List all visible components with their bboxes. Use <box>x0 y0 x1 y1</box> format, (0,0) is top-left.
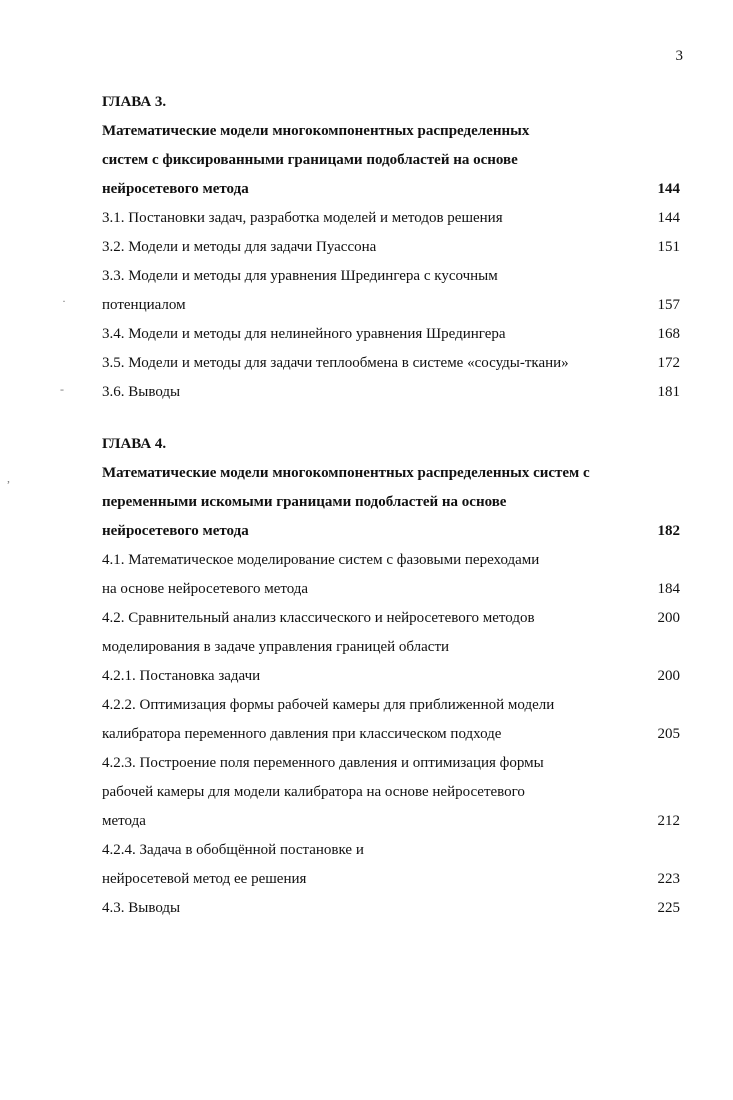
toc-entry-title: 4.1. Математическое моделирование систем с фазовыми переходами <box>102 552 540 568</box>
scan-speck: - <box>60 382 64 396</box>
toc-entry <box>102 836 680 865</box>
toc-entry-page: 182 <box>657 523 680 539</box>
toc-entry-title: 3.2. Модели и методы для задачи Пуассона <box>102 239 377 255</box>
toc-entry <box>102 865 680 894</box>
toc-entry-title: 4.2.3. Построение поля переменного давления и оптимизация формы <box>102 755 544 771</box>
toc-entry-title: нейросетевого метода <box>102 523 249 539</box>
toc-entry-page: 212 <box>657 813 680 829</box>
toc-entry-title: нейросетевого метода <box>102 181 249 197</box>
toc-entry <box>102 117 680 146</box>
toc-entry <box>102 459 680 488</box>
toc-entry-title: 3.4. Модели и методы для нелинейного уравнения Шредингера <box>102 326 506 342</box>
toc-entry-page: 181 <box>657 384 680 400</box>
toc-entry-page: 144 <box>657 181 680 197</box>
toc-entry-title: на основе нейросетевого метода <box>102 581 309 597</box>
toc-entry-page: 200 <box>657 668 680 684</box>
chapter-4-toc <box>102 430 680 923</box>
toc-entry-page: 157 <box>657 297 680 313</box>
toc-entry-title: моделирования в задаче управления границей области <box>102 639 450 655</box>
toc-entry <box>102 349 680 378</box>
toc-entry <box>102 378 680 407</box>
chapter-3-toc <box>102 88 680 407</box>
toc-entry-title: метода <box>102 813 146 829</box>
toc-entry-page: 223 <box>657 871 680 887</box>
toc-entry-page: 168 <box>657 326 680 342</box>
toc-entry-title: нейросетевой метод ее решения <box>102 871 307 887</box>
toc-entry <box>102 633 680 662</box>
toc-entry <box>102 807 680 836</box>
toc-entry-title: Математические модели многокомпонентных распределенных систем с <box>102 465 590 481</box>
toc-entry-page: 225 <box>657 900 680 916</box>
toc-entry <box>102 146 680 175</box>
toc-entry-title: систем с фиксированными границами подобластей на основе <box>102 152 518 168</box>
toc-entry <box>102 894 680 923</box>
toc-entry <box>102 175 680 204</box>
toc-lines <box>102 459 680 923</box>
toc-entry-page: 151 <box>657 239 680 255</box>
toc-entry-title: рабочей камеры для модели калибратора на основе нейросетевого <box>102 784 525 800</box>
toc-entry-title: 3.5. Модели и методы для задачи теплообмена в системе «сосуды-ткани» <box>102 355 569 371</box>
toc-entry <box>102 546 680 575</box>
toc-entry <box>102 488 680 517</box>
toc-entry-page: 144 <box>657 210 680 226</box>
toc-entry-title: калибратора переменного давления при классическом подходе <box>102 726 502 742</box>
toc-entry-page: 184 <box>657 581 680 597</box>
toc-entry-title: 4.3. Выводы <box>102 900 181 916</box>
toc-entry-page: 172 <box>657 355 680 371</box>
toc-entry-page: 200 <box>657 610 680 626</box>
toc-entry-title: Математические модели многокомпонентных распределенных <box>102 123 530 139</box>
toc-entry <box>102 320 680 349</box>
page-number: 3 <box>675 48 683 64</box>
chapter-heading: ГЛАВА 3. <box>102 94 167 110</box>
toc-entry-title: 3.1. Постановки задач, разработка моделей и методов решения <box>102 210 503 226</box>
toc-entry-title: 3.3. Модели и методы для уравнения Шредингера с кусочным <box>102 268 498 284</box>
toc-entry-title: переменными искомыми границами подобластей на основе <box>102 494 507 510</box>
chapter-heading: ГЛАВА 4. <box>102 436 167 452</box>
toc-entry-title: 4.2.4. Задача в обобщённой постановке и <box>102 842 364 858</box>
toc-entry <box>102 604 680 633</box>
toc-entry <box>102 204 680 233</box>
toc-entry-title: 4.2.1. Постановка задачи <box>102 668 261 684</box>
toc-entry <box>102 778 680 807</box>
scan-speck: , <box>7 471 10 485</box>
scan-speck: · <box>62 294 66 308</box>
toc-entry <box>102 575 680 604</box>
toc-entry <box>102 662 680 691</box>
toc-entry <box>102 291 680 320</box>
toc-entry-title: 4.2.2. Оптимизация формы рабочей камеры для приближенной модели <box>102 697 555 713</box>
toc-entry <box>102 691 680 720</box>
toc-entry <box>102 233 680 262</box>
toc-entry <box>102 720 680 749</box>
toc-lines <box>102 117 680 407</box>
toc-entry-title: потенциалом <box>102 297 186 313</box>
toc-entry-title: 4.2. Сравнительный анализ классического и нейросетевого методов <box>102 610 535 626</box>
toc-entry <box>102 749 680 778</box>
toc-entry-title: 3.6. Выводы <box>102 384 181 400</box>
toc-entry-page: 205 <box>657 726 680 742</box>
toc-entry <box>102 262 680 291</box>
toc-entry <box>102 517 680 546</box>
